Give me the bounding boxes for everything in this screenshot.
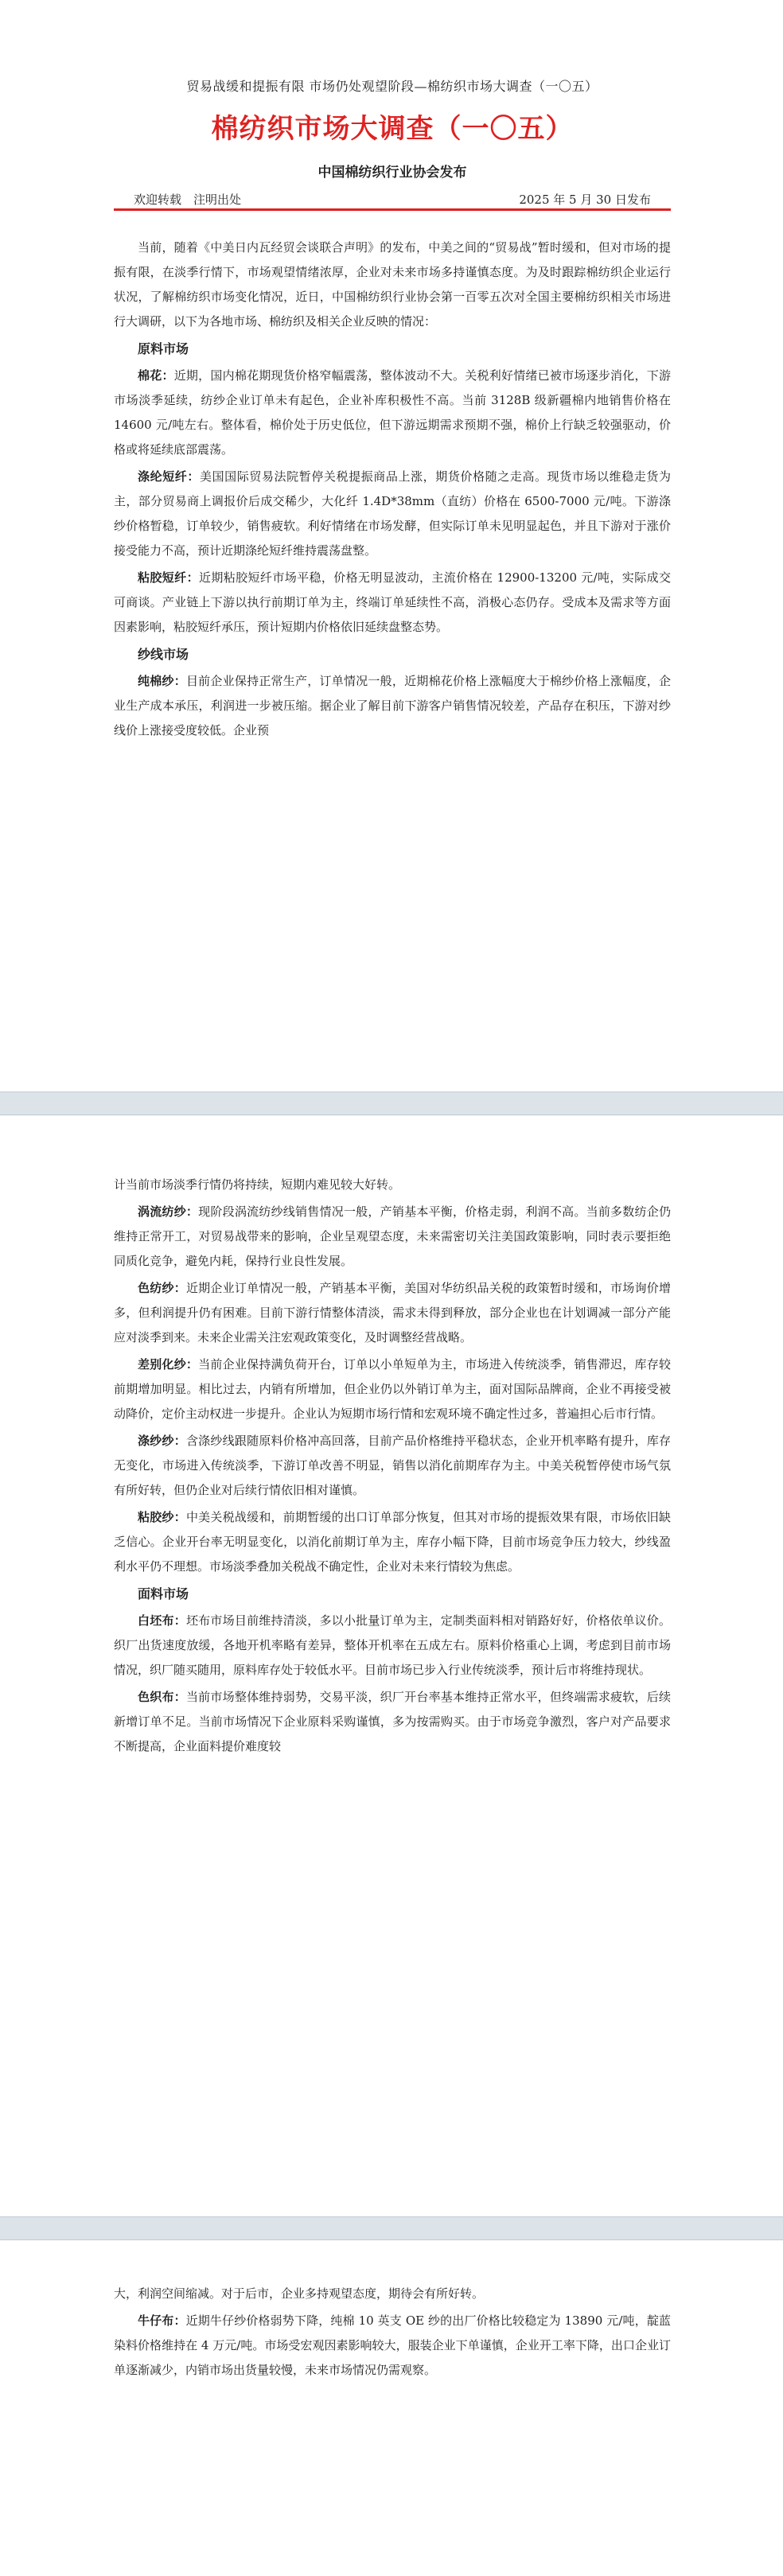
yarn-item-colored — [114, 1276, 671, 1350]
fabric-item-denim — [114, 2309, 671, 2383]
page-break — [0, 1091, 783, 1115]
item-lead: 粘胶纱： — [138, 1510, 186, 1524]
page-1-body — [114, 235, 671, 745]
item-lead: 粘胶短纤： — [138, 570, 199, 585]
page-break — [0, 2216, 783, 2240]
item-text: 近期企业订单情况一般，产销基本平衡，美国对华纺织品关税的政策暂时缓和，市场询价增多，但利润提升仍有困难。目前下游行情整体清淡，需求未得到释放，部分企业也在计划调减一部分产能应对淡季到来。未来企业需关注宏观政策变化，及时调整经营战略。 — [114, 1281, 671, 1344]
item-text: 美国国际贸易法院暂停关税提振商品上涨，期货价格随之走高。现货市场以维稳走货为主，部分贸易商上调报价后成交稀少，大化纤 1.4D*38mm（直纺）价格在 6500-7000 元/吨。下游涤纱价格暂稳，订单较少，销售疲软。利好情绪在市场发酵，但实际订单未见明显起色，并且下游对于涨价接受能力不高，预计近期涤纶短纤维持震荡盘整。 — [114, 469, 671, 558]
yarn-item-vortex — [114, 1200, 671, 1274]
document-supertitle: 贸易战缓和提振有限 市场仍处观望阶段—棉纺织市场大调查（一〇五） — [186, 79, 598, 94]
item-lead: 色织布： — [138, 1690, 186, 1704]
item-lead: 涡流纺纱： — [138, 1204, 199, 1219]
yarn-item-pure-cotton — [114, 669, 671, 743]
fabric-item-yarn-dyed — [114, 1685, 671, 1759]
item-lead: 涤纶短纤： — [138, 469, 200, 484]
item-text: 当前市场整体维持弱势，交易平淡，织厂开台率基本维持正常水平，但终端需求疲软，后续新增订单不足。当前市场情况下企业原料采购谨慎，多为按需购买。由于市场竞争激烈，客户对产品要求不断提高，企业面料提价难度较 — [114, 1690, 671, 1753]
item-text: 目前企业保持正常生产，订单情况一般，近期棉花价格上涨幅度大于棉纱价格上涨幅度，企业生产成本承压，利润进一步被压缩。据企业了解目前下游客户销售情况较差，产品存在积压，下游对纱线价上涨接受度较低。企业预 — [114, 674, 671, 737]
raw-item-cotton — [114, 364, 671, 462]
page-2-body — [114, 1173, 671, 1761]
page-3 — [0, 2240, 783, 2576]
item-text: 近期粘胶短纤市场平稳，价格无明显波动，主流价格在 12900-13200 元/吨，实际成交可商谈。产业链上下游以执行前期订单为主，终端订单延续性不高，消极心态仍存。受成本及需求等方面因素影响，粘胶短纤承压，预计短期内价格依旧延续盘整态势。 — [114, 570, 671, 634]
section-heading-raw-materials: 原料市场 — [138, 341, 189, 356]
publish-date: 2025 年 5 月 30 日发布 — [519, 193, 651, 207]
item-text: 近期，国内棉花期现货价格窄幅震荡，整体波动不大。关税利好情绪已被市场逐步消化，下游市场淡季延续，纺纱企业订单未有起色，企业补库积极性不高。当前 3128B 级新疆棉内地销售价格在 14600 元/吨左右。整体看，棉价处于历史低位，但下游远期需求预期不强，棉价上行缺乏较强驱动，价格或将延续底部震荡。 — [114, 368, 671, 457]
reprint-notice: 欢迎转载 注明出处 — [134, 193, 242, 207]
page-1 — [0, 0, 783, 1091]
item-lead: 牛仔布： — [138, 2313, 186, 2328]
item-text: 坯布市场目前维持清淡，多以小批量订单为主，定制类面料相对销路好好，价格依单议价。织厂出货速度放缓，各地开机率略有差异，整体开机率在五成左右。原料价格重心上调，考虑到目前市场情况，织厂随买随用，原料库存处于较低水平。目前市场已步入行业传统淡季，预计后市将维持现状。 — [114, 1613, 671, 1677]
intro-paragraph: 当前，随着《中美日内瓦经贸会谈联合声明》的发布，中美之间的“贸易战”暂时缓和，但对市场的提振有限，在淡季行情下，市场观望情绪浓厚，企业对未来市场多持谨慎态度。为及时跟踪棉纺织企业运行状况，了解棉纺织市场变化情况，近日，中国棉纺织行业协会第一百零五次对全国主要棉纺织相关市场进行大调研，以下为各地市场、棉纺织及相关企业反映的情况： — [114, 240, 671, 329]
item-lead: 纯棉纱： — [138, 674, 186, 688]
item-text: 现阶段涡流纺纱线销售情况一般，产销基本平衡，价格走弱，利润不高。当前多数纺企仍维持正常开工，对贸易战带来的影响，企业呈观望态度，未来需密切关注美国政策影响，同时表示要拒绝同质化竞争，避免内耗，保持行业良性发展。 — [114, 1204, 671, 1268]
page-3-body — [114, 2282, 671, 2385]
item-text: 中美关税战缓和，前期暂缓的出口订单部分恢复，但其对市场的提振效果有限，市场依旧缺乏信心。企业开台率无明显变化，以消化前期订单为主，库存小幅下降，目前市场竞争压力较大，纱线盈利水平仍不理想。市场淡季叠加关税战不确定性，企业对未来行情较为焦虑。 — [114, 1510, 671, 1574]
page-2 — [0, 1115, 783, 2216]
section-heading-yarn: 纱线市场 — [138, 647, 189, 662]
section-heading-fabric: 面料市场 — [138, 1586, 189, 1601]
red-divider-rule — [114, 208, 671, 211]
item-text: 近期牛仔纱价格弱势下降，纯棉 10 英支 OE 纱的出厂价格比较稳定为 13890 元/吨，靛蓝染料价格维持在 4 万元/吨。市场受宏观因素影响较大，服装企业下单谨慎，企业开工率下降，出口企业订单逐渐减少，内销市场出货量较慢，未来市场情况仍需观察。 — [114, 2313, 671, 2377]
yarn-item-differentiated — [114, 1352, 671, 1426]
yarn-item-polyester-blend — [114, 1429, 671, 1503]
item-lead: 棉花： — [138, 368, 174, 383]
continued-paragraph: 计当前市场淡季行情仍将持续，短期内难见较大好转。 — [114, 1177, 401, 1192]
continued-paragraph: 大，利润空间缩减。对于后市，企业多持观望态度，期待会有所好转。 — [114, 2286, 485, 2301]
raw-item-viscose — [114, 566, 671, 640]
item-text: 当前企业保持满负荷开台，订单以小单短单为主，市场进入传统淡季，销售滞迟，库存较前期增加明显。相比过去，内销有所增加，但企业仍以外销订单为主，面对国际品牌商，企业不再接受被动降价，定价主动权进一步提升。企业认为短期市场行情和宏观环境不确定性过多，普遍担心后市行情。 — [114, 1357, 671, 1421]
notice-row — [134, 191, 651, 210]
yarn-item-viscose — [114, 1505, 671, 1579]
item-lead: 白坯布： — [138, 1613, 186, 1628]
publisher-line: 中国棉纺织行业协会发布 — [317, 165, 467, 181]
item-text: 含涤纱线跟随原料价格冲高回落，目前产品价格维持平稳状态，企业开机率略有提升，库存无变化，市场进入传统淡季，下游订单改善不明显，销售以消化前期库存为主。中美关税暂停使市场气氛有所好转，但仍企业对后续行情依旧相对谨慎。 — [114, 1434, 671, 1497]
item-lead: 色纺纱： — [138, 1281, 186, 1295]
item-lead: 差别化纱： — [138, 1357, 199, 1372]
fabric-item-greige — [114, 1609, 671, 1683]
item-lead: 涤纱纱： — [138, 1434, 186, 1448]
document-title: 棉纺织市场大调查（一〇五） — [211, 113, 574, 145]
raw-item-polyester — [114, 465, 671, 563]
